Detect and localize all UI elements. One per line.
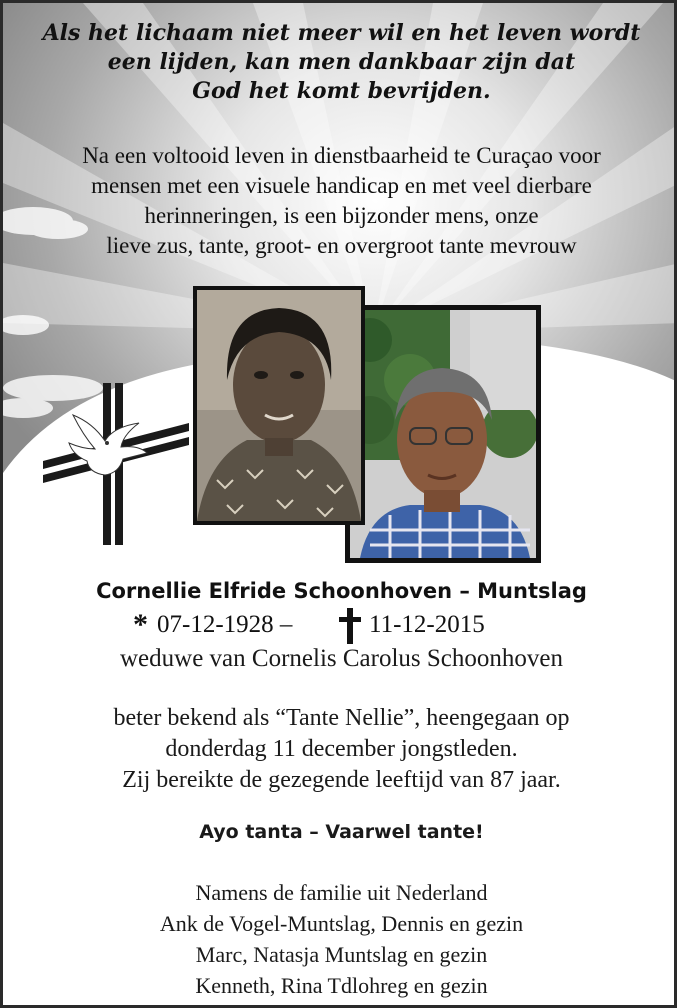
body-line: Zij bereikte de gezegende leeftijd van 87 jaar.	[122, 767, 561, 793]
family-line: Ank de Vogel-Muntslag, Dennis en gezin	[159, 911, 524, 936]
deceased-name: Cornellie Elfride Schoonhoven – Muntslag	[96, 579, 587, 603]
latin-cross-icon	[339, 608, 361, 644]
intro-line: lieve zus, tante, groot- en overgroot tante mevrouw	[106, 233, 577, 258]
announcement-body	[3, 703, 677, 796]
birth-date: 07-12-1928 –	[157, 611, 293, 638]
opening-poem	[3, 19, 677, 106]
life-dates	[133, 608, 553, 642]
family-line: Marc, Natasja Muntslag en gezin	[195, 942, 488, 967]
intro-line: mensen met een visuele handicap en met veel dierbare	[91, 173, 592, 198]
poem-line: God het komt bevrijden.	[192, 78, 491, 104]
family-signatories	[3, 877, 677, 1001]
portrait-elderly-photo	[345, 305, 541, 563]
family-line: Namens de familie uit Nederland	[195, 880, 488, 905]
body-line: donderdag 11 december jongstleden.	[165, 736, 518, 762]
widow-of: weduwe van Cornelis Carolus Schoonhoven	[120, 645, 563, 672]
death-date: 11-12-2015	[369, 611, 485, 638]
poem-line: een lijden, kan men dankbaar zijn dat	[107, 49, 576, 75]
intro-line: herinneringen, is een bijzonder mens, onze	[144, 203, 539, 228]
intro-paragraph	[3, 141, 677, 261]
portrait-elderly-image	[350, 310, 536, 558]
farewell-line: Ayo tanta – Vaarwel tante!	[199, 821, 484, 843]
intro-line: Na een voltooid leven in dienstbaarheid te Curaçao voor	[82, 143, 601, 168]
portrait-young-image	[197, 290, 361, 521]
cross-with-dove-icon	[43, 383, 189, 545]
portrait-young-photo	[193, 286, 365, 525]
poem-line: Als het lichaam niet meer wil en het leven wordt	[42, 20, 641, 46]
family-line: Kenneth, Rina Tdlohreg en gezin	[195, 973, 488, 998]
body-line: beter bekend als “Tante Nellie”, heengegaan op	[113, 705, 570, 731]
birth-star-icon: *	[133, 608, 148, 641]
